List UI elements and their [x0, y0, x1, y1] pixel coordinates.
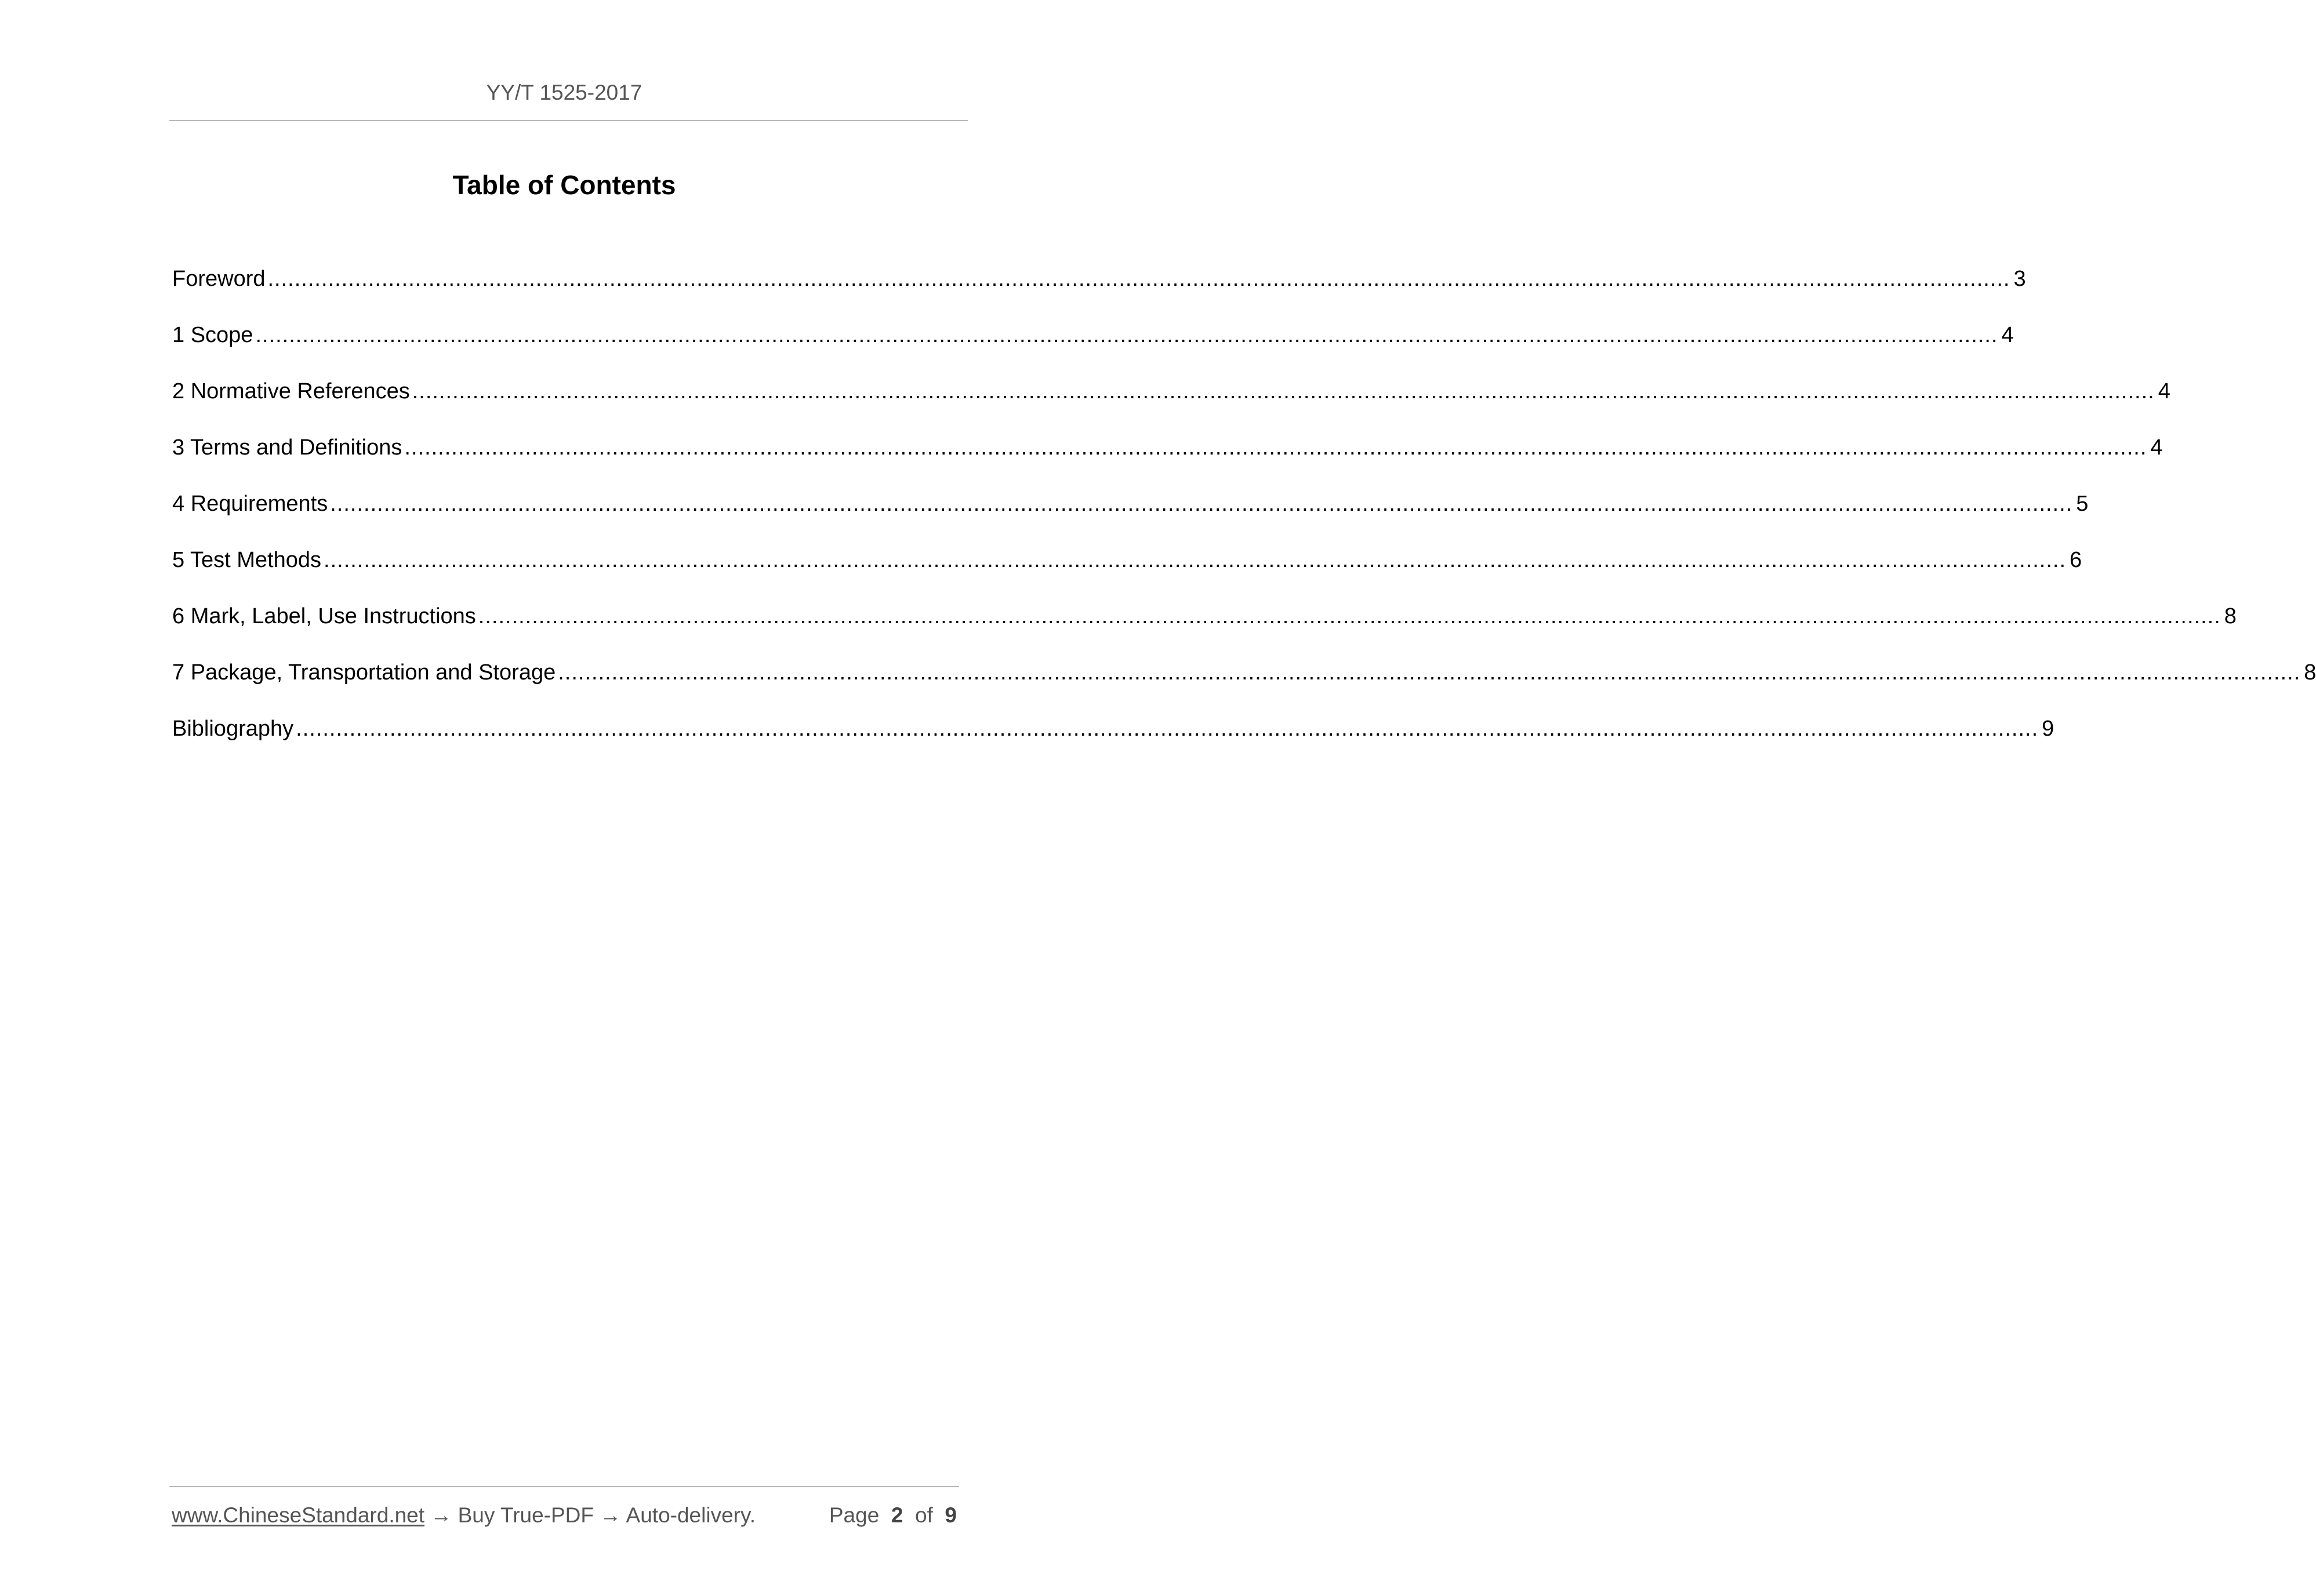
buy-text: Buy True-PDF: [458, 1503, 594, 1527]
toc-leader-dots: ....................................................................................................................................................................................................................................................................: [404, 435, 2147, 460]
header-divider: [169, 120, 968, 121]
toc-leader-dots: ....................................................................................................................................................................................................................................................................: [478, 604, 2221, 628]
document-code: YY/T 1525-2017: [486, 81, 642, 104]
toc-entry-page: 9: [2042, 717, 2054, 741]
total-pages: 9: [945, 1503, 957, 1527]
arrow-right-icon: →: [600, 1503, 622, 1527]
toc-entry-page: 4: [2001, 323, 2014, 347]
toc-entry-label: 6 Mark, Label, Use Instructions: [172, 604, 476, 628]
arrow-right-icon: →: [430, 1503, 452, 1527]
toc-leader-dots: ....................................................................................................................................................................................................................................................................: [267, 267, 2010, 291]
toc-entry-label: 4 Requirements: [172, 492, 328, 516]
toc-entry-test-methods[interactable]: [172, 545, 2082, 601]
toc-entry-normative-references[interactable]: [172, 376, 2170, 432]
toc-entry-label: Bibliography: [172, 717, 294, 741]
toc-leader-dots: ....................................................................................................................................................................................................................................................................: [255, 323, 1998, 347]
toc-entry-page: 3: [2013, 267, 2026, 291]
current-page: 2: [891, 1503, 903, 1527]
page-word: Page: [829, 1503, 880, 1527]
toc-entry-foreword[interactable]: [172, 264, 2026, 320]
toc-entry-requirements[interactable]: [172, 489, 2089, 545]
toc-leader-dots: ....................................................................................................................................................................................................................................................................: [296, 717, 2039, 741]
toc-entry-page: 6: [2070, 548, 2082, 572]
page-indicator: [829, 1502, 957, 1529]
toc-leader-dots: ....................................................................................................................................................................................................................................................................: [324, 548, 2066, 572]
toc-entry-bibliography[interactable]: [172, 714, 2054, 770]
toc-entry-page: 4: [2150, 435, 2163, 460]
footer-promo: [172, 1502, 756, 1529]
site-link[interactable]: www.ChineseStandard.net: [172, 1503, 425, 1527]
of-word: of: [915, 1503, 933, 1527]
toc-entry-mark-label[interactable]: [172, 601, 2237, 657]
toc-title: Table of Contents: [452, 170, 676, 200]
toc-entry-page: 8: [2304, 660, 2316, 685]
toc-entry-terms-definitions[interactable]: [172, 432, 2163, 489]
toc-entry-label: 2 Normative References: [172, 379, 410, 403]
toc-entry-scope[interactable]: [172, 320, 2014, 376]
toc-entry-page: 4: [2158, 379, 2170, 403]
toc-leader-dots: ....................................................................................................................................................................................................................................................................: [330, 492, 2073, 516]
toc-leader-dots: ....................................................................................................................................................................................................................................................................: [412, 379, 2155, 403]
toc-entry-page: 8: [2224, 604, 2237, 628]
toc-entry-page: 5: [2076, 492, 2089, 516]
toc-entry-label: Foreword: [172, 267, 266, 291]
toc-entry-label: 5 Test Methods: [172, 548, 322, 572]
toc-entry-label: 1 Scope: [172, 323, 253, 347]
toc-entry-label: 7 Package, Transportation and Storage: [172, 660, 556, 685]
toc-list: [172, 264, 2316, 770]
toc-entry-package-storage[interactable]: [172, 657, 2316, 714]
footer-divider: [169, 1486, 959, 1487]
delivery-text: Auto-delivery.: [626, 1503, 756, 1527]
toc-entry-label: 3 Terms and Definitions: [172, 435, 402, 460]
toc-leader-dots: ....................................................................................................................................................................................................................................................................: [558, 660, 2301, 685]
